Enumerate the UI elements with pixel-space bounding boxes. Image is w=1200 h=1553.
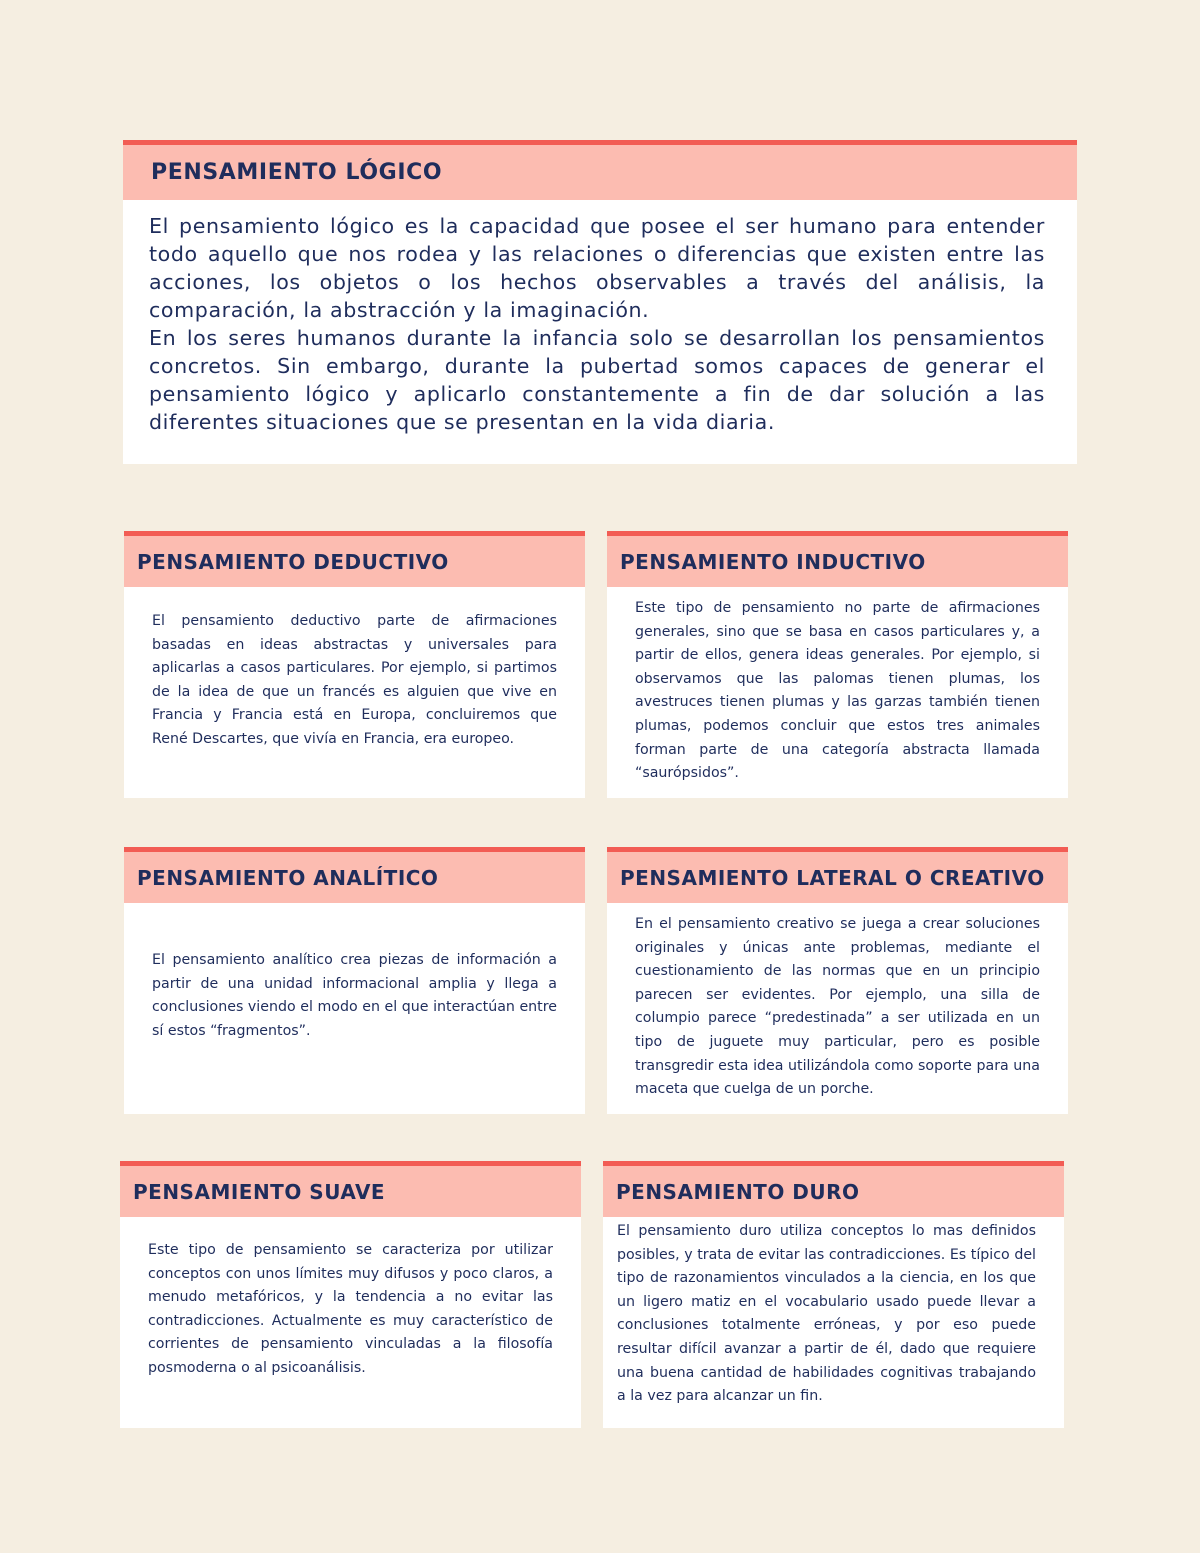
card-pensamiento-logico xyxy=(123,140,1077,464)
card-title: PENSAMIENTO LÓGICO xyxy=(151,160,443,185)
card-header xyxy=(603,1161,1064,1217)
paragraph: El pensamiento lógico es la capacidad que posee el ser humano para entender todo aquello que nos rodea y las relaciones o diferencias que existen entre las acciones, los objetos o los hechos observables a través del análisis, la comparación, la abstracción y la imaginación. xyxy=(149,214,1045,322)
card-header xyxy=(123,140,1077,200)
card-title: PENSAMIENTO LATERAL O CREATIVO xyxy=(620,865,1045,890)
card-body xyxy=(607,903,1068,1116)
card-title: PENSAMIENTO ANALÍTICO xyxy=(137,865,439,890)
card-text: El pensamiento analítico crea piezas de información a partir de una unidad informacional amplia y llega a conclusiones viendo el modo en el que interactúan entre sí estos “fragmentos”. xyxy=(152,952,557,1039)
card-pensamiento-suave xyxy=(120,1161,581,1428)
card-header xyxy=(124,847,585,903)
card-text: En el pensamiento creativo se juega a crear soluciones originales y únicas ante problemas, mediante el cuestionamiento de las normas que en un principio parecen ser evidentes. Por ejemplo, una silla de columpio parece “predestinada” a ser utilizada en un tipo de juguete muy particular, pero es posible transgredir esta idea utilizándola como soporte para una maceta que cuelga de un porche. xyxy=(635,916,1040,1098)
card-title: PENSAMIENTO DURO xyxy=(616,1179,860,1204)
card-body xyxy=(120,1217,581,1395)
card-body xyxy=(603,1217,1064,1423)
card-text: El pensamiento duro utiliza conceptos lo mas definidos posibles, y trata de evitar las contradicciones. Es típico del tipo de razonamientos vinculados a la ciencia, en los que un ligero matiz en el vocabulario usado puede llevar a conclusiones totalmente erróneas, y por eso puede resultar difícil avanzar a partir de él, dado que requiere una buena cantidad de habilidades cognitivas trabajando a la vez para alcanzar un fin. xyxy=(617,1223,1036,1405)
card-header xyxy=(607,531,1068,587)
card-pensamiento-lateral xyxy=(607,847,1068,1114)
card-title: PENSAMIENTO SUAVE xyxy=(133,1179,386,1204)
card-body xyxy=(124,587,585,766)
card-body xyxy=(607,587,1068,800)
card-text: Este tipo de pensamiento se caracteriza por utilizar conceptos con unos límites muy difusos y poco claros, a menudo metafóricos, y la tendencia a no evitar las contradicciones. Actualmente es muy característico de corrientes de pensamiento vinculadas a la filosofía posmoderna o al psicoanálisis. xyxy=(148,1242,553,1376)
card-body xyxy=(123,200,1077,436)
card-header xyxy=(120,1161,581,1217)
card-title: PENSAMIENTO DEDUCTIVO xyxy=(137,549,449,574)
paragraph: En los seres humanos durante la infancia solo se desarrollan los pensamientos concretos. Sin embargo, durante la pubertad somos capaces de generar el pensamiento lógico y aplicarlo constantemente a fin de dar solución a las diferentes situaciones que se presentan en la vida diaria. xyxy=(149,326,1045,434)
card-pensamiento-analitico xyxy=(124,847,585,1114)
card-pensamiento-deductivo xyxy=(124,531,585,798)
card-header xyxy=(124,531,585,587)
card-pensamiento-inductivo xyxy=(607,531,1068,798)
card-text: Este tipo de pensamiento no parte de afirmaciones generales, sino que se basa en casos particulares y, a partir de ellos, genera ideas generales. Por ejemplo, si observamos que las palomas tienen plumas, los avestruces tienen plumas y las garzas también tienen plumas, podemos concluir que estos tres animales forman parte de una categoría abstracta llamada “saurópsidos”. xyxy=(635,600,1040,782)
card-text: El pensamiento deductivo parte de afirmaciones basadas en ideas abstractas y universales para aplicarlas a casos particulares. Por ejemplo, si partimos de la idea de que un francés es alguien que vive en Francia y Francia está en Europa, concluiremos que René Descartes, que vivía en Francia, era europeo. xyxy=(152,613,557,747)
card-title: PENSAMIENTO INDUCTIVO xyxy=(620,549,926,574)
card-pensamiento-duro xyxy=(603,1161,1064,1428)
card-body xyxy=(124,903,585,1057)
card-header xyxy=(607,847,1068,903)
